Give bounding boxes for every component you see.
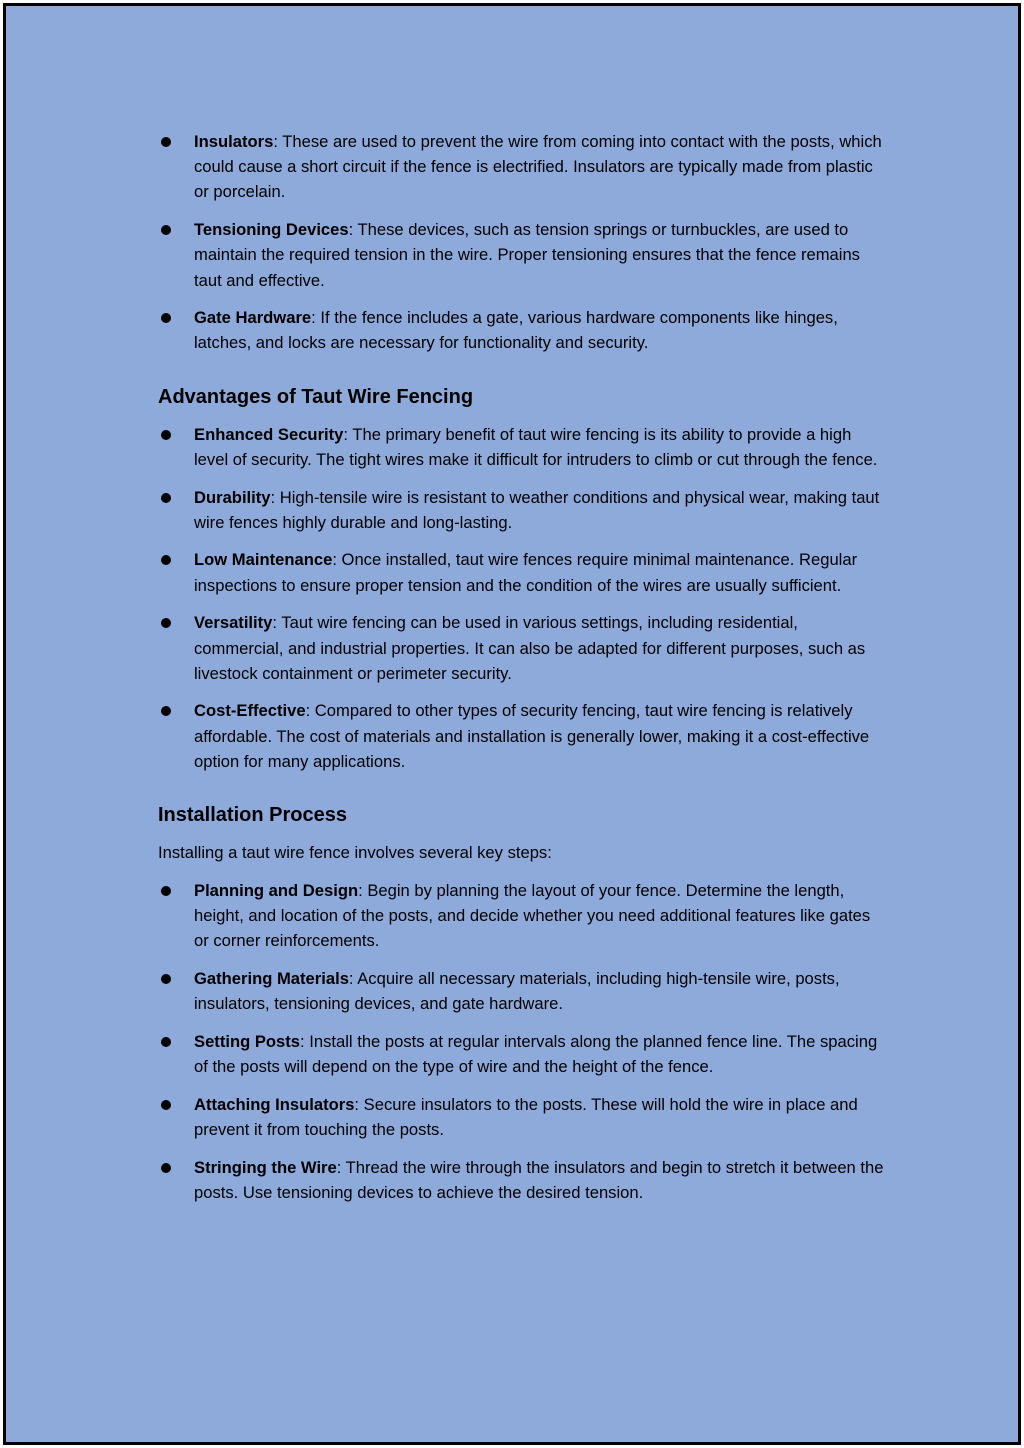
item-text: : Once installed, taut wire fences require minimal maintenance. Regular inspections to ensure proper tension and the condition of the wires are usually sufficient.	[194, 550, 858, 595]
bullet-icon	[161, 618, 171, 628]
item-term: Attaching Insulators	[194, 1094, 355, 1114]
bullet-icon	[161, 1037, 171, 1047]
advantages-list	[158, 422, 886, 774]
item-text: : Thread the wire through the insulators and begin to stretch it between the posts. Use tensioning devices to achieve the desired tension.	[194, 1157, 884, 1202]
list-item	[158, 1029, 886, 1079]
list-item	[158, 547, 886, 597]
item-text: : Secure insulators to the posts. These will hold the wire in place and prevent it from touching the posts.	[194, 1094, 858, 1139]
item-term: Insulators	[194, 132, 274, 151]
item-text: : High-tensile wire is resistant to weather conditions and physical wear, making taut wire fences highly durable and long-lasting.	[194, 487, 880, 532]
list-item	[158, 966, 886, 1016]
bullet-icon	[161, 886, 171, 896]
components-list	[158, 129, 886, 356]
item-term: Tensioning Devices	[194, 220, 349, 240]
item-term: Setting Posts	[194, 1031, 301, 1051]
list-item	[158, 129, 886, 205]
installation-heading: Installation Process	[158, 804, 347, 827]
item-term: Cost-Effective	[194, 701, 306, 721]
bullet-icon	[161, 430, 171, 440]
list-item	[158, 305, 886, 355]
list-item	[158, 422, 886, 472]
item-term: Planning and Design	[194, 880, 359, 900]
item-text: : Taut wire fencing can be used in various settings, including residential, commercial, and industrial properties. It can also be adapted for different purposes, such as livestock containment or perimeter security.	[194, 613, 866, 683]
list-item	[158, 610, 886, 686]
item-term: Durability	[194, 487, 271, 507]
bullet-icon	[161, 1163, 171, 1173]
installation-steps-list	[158, 878, 886, 1205]
item-text: : Install the posts at regular intervals along the planned fence line. The spacing of the posts will depend on the type of wire and the height of the fence.	[194, 1031, 878, 1076]
bullet-icon	[161, 137, 171, 147]
item-term: Low Maintenance	[194, 550, 333, 570]
bullet-icon	[161, 555, 171, 565]
item-term: Gate Hardware	[194, 308, 312, 328]
list-item	[158, 1092, 886, 1142]
item-text: : If the fence includes a gate, various hardware components like hinges, latches, and locks are necessary for functionality and security.	[194, 308, 838, 353]
item-text: : These devices, such as tension springs or turnbuckles, are used to maintain the required tension in the wire. Proper tensioning ensures that the fence remains taut and effective.	[194, 220, 860, 290]
bullet-icon	[161, 1100, 171, 1110]
bullet-icon	[161, 974, 171, 984]
document-page	[3, 3, 1021, 1445]
item-term: Versatility	[194, 613, 273, 633]
item-text: : These are used to prevent the wire from coming into contact with the posts, which could cause a short circuit if the fence is electrified. Insulators are typically made from plastic or porcelain.	[194, 132, 882, 202]
list-item	[158, 698, 886, 774]
bullet-icon	[161, 225, 171, 235]
list-item	[158, 217, 886, 293]
item-term: Enhanced Security	[194, 424, 344, 444]
list-item	[158, 1155, 886, 1205]
item-text: : Compared to other types of security fencing, taut wire fencing is relatively affordable. The cost of materials and installation is generally lower, making it a cost-effective option for many applications.	[194, 701, 870, 771]
bullet-icon	[161, 493, 171, 503]
list-item	[158, 878, 886, 954]
advantages-heading: Advantages of Taut Wire Fencing	[158, 385, 474, 408]
item-term: Stringing the Wire	[194, 1157, 337, 1177]
installation-intro: Installing a taut wire fence involves several key steps:	[158, 843, 552, 863]
item-term: Gathering Materials	[194, 968, 349, 988]
list-item	[158, 485, 886, 535]
bullet-icon	[161, 706, 171, 716]
document-content	[158, 129, 886, 1218]
item-text: : Begin by planning the layout of your fence. Determine the length, height, and location of the posts, and decide whether you need additional features like gates or corner reinforcements.	[194, 880, 871, 951]
item-text: : Acquire all necessary materials, including high-tensile wire, posts, insulators, tensioning devices, and gate hardware.	[194, 968, 840, 1014]
item-text: : The primary benefit of taut wire fencing is its ability to provide a high level of security. The tight wires make it difficult for intruders to climb or cut through the fence.	[194, 424, 878, 469]
bullet-icon	[161, 313, 171, 323]
